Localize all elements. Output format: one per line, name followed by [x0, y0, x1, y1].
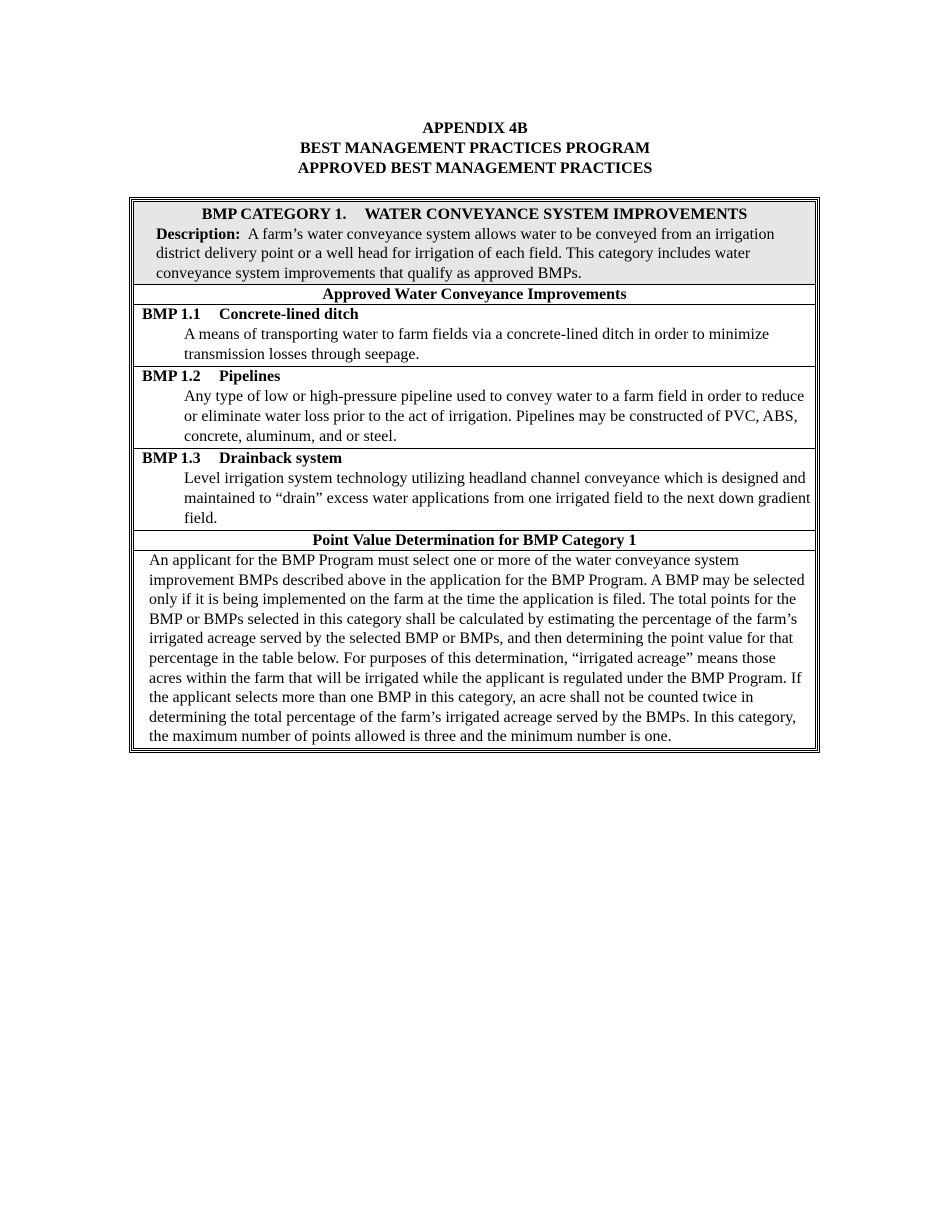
- bmp-number: BMP 1.2: [142, 368, 201, 385]
- category-description: [156, 225, 807, 284]
- category-title: [142, 205, 807, 225]
- bmp-item-1-2: [134, 366, 815, 448]
- point-section-title: Point Value Determination for BMP Category 1: [134, 530, 815, 550]
- category-name: WATER CONVEYANCE SYSTEM IMPROVEMENTS: [364, 206, 748, 223]
- bmp-item-1-1: [134, 304, 815, 366]
- bmp-description: Level irrigation system technology utilizing headland channel conveyance which is designed and maintained to “drain” excess water applications from one irrigated field to the next down gradient field.: [184, 470, 811, 527]
- bmp-category-box: [129, 197, 820, 753]
- bmp-category-table: [133, 201, 816, 749]
- bmp-item-1-3: [134, 448, 815, 530]
- bmp-title: Drainback system: [219, 450, 343, 467]
- description-label: Description:: [156, 225, 241, 243]
- approved-section-title: Approved Water Conveyance Improvements: [134, 284, 815, 304]
- bmp-title: Concrete-lined ditch: [219, 306, 359, 323]
- bmp-title: Pipelines: [219, 368, 281, 385]
- practices-title: APPROVED BEST MANAGEMENT PRACTICES: [297, 160, 653, 177]
- bmp-item-heading: [142, 367, 811, 387]
- point-value-text: An applicant for the BMP Program must select one or more of the water conveyance system improvement BMPs described above in the application for the BMP Program. A BMP may be selected only if it is being implemented on the farm at the time the application is filed. The total points for the BMP or BMPs selected in this category shall be calculated by estimating the percentage of the farm’s irrigated acreage served by the selected BMP or BMPs, and then determining the point value for that percentage in the table below. For purposes of this determination, “irrigated acreage” means those acres within the farm that will be irrigated while the applicant is regulated under the BMP Program. If the applicant selects more than one BMP in this category, an acre shall not be counted twice in determining the total percentage of the farm’s irrigated acreage served by the BMPs. In this category, the maximum number of points allowed is three and the minimum number is one.: [134, 550, 815, 748]
- page-header: [0, 119, 950, 179]
- category-header: [134, 202, 815, 284]
- category-number: BMP CATEGORY 1.: [201, 206, 347, 223]
- bmp-number: BMP 1.1: [142, 306, 201, 323]
- bmp-description: Any type of low or high-pressure pipeline used to convey water to a farm field in order to reduce or eliminate water loss prior to the act of irrigation. Pipelines may be constructed of PVC, ABS, concrete, aluminum, and or steel.: [184, 388, 805, 445]
- bmp-item-heading: [142, 449, 811, 469]
- bmp-item-heading: [142, 305, 811, 325]
- program-title: BEST MANAGEMENT PRACTICES PROGRAM: [299, 140, 651, 157]
- bmp-number: BMP 1.3: [142, 450, 201, 467]
- appendix-title: APPENDIX 4B: [422, 120, 528, 137]
- description-text: A farm’s water conveyance system allows water to be conveyed from an irrigation district delivery point or a well head for irrigation of each field. This category includes water conveyance system improvements that qualify as approved BMPs.: [156, 225, 775, 282]
- bmp-description: A means of transporting water to farm fields via a concrete-lined ditch in order to minimize transmission losses through seepage.: [184, 326, 770, 363]
